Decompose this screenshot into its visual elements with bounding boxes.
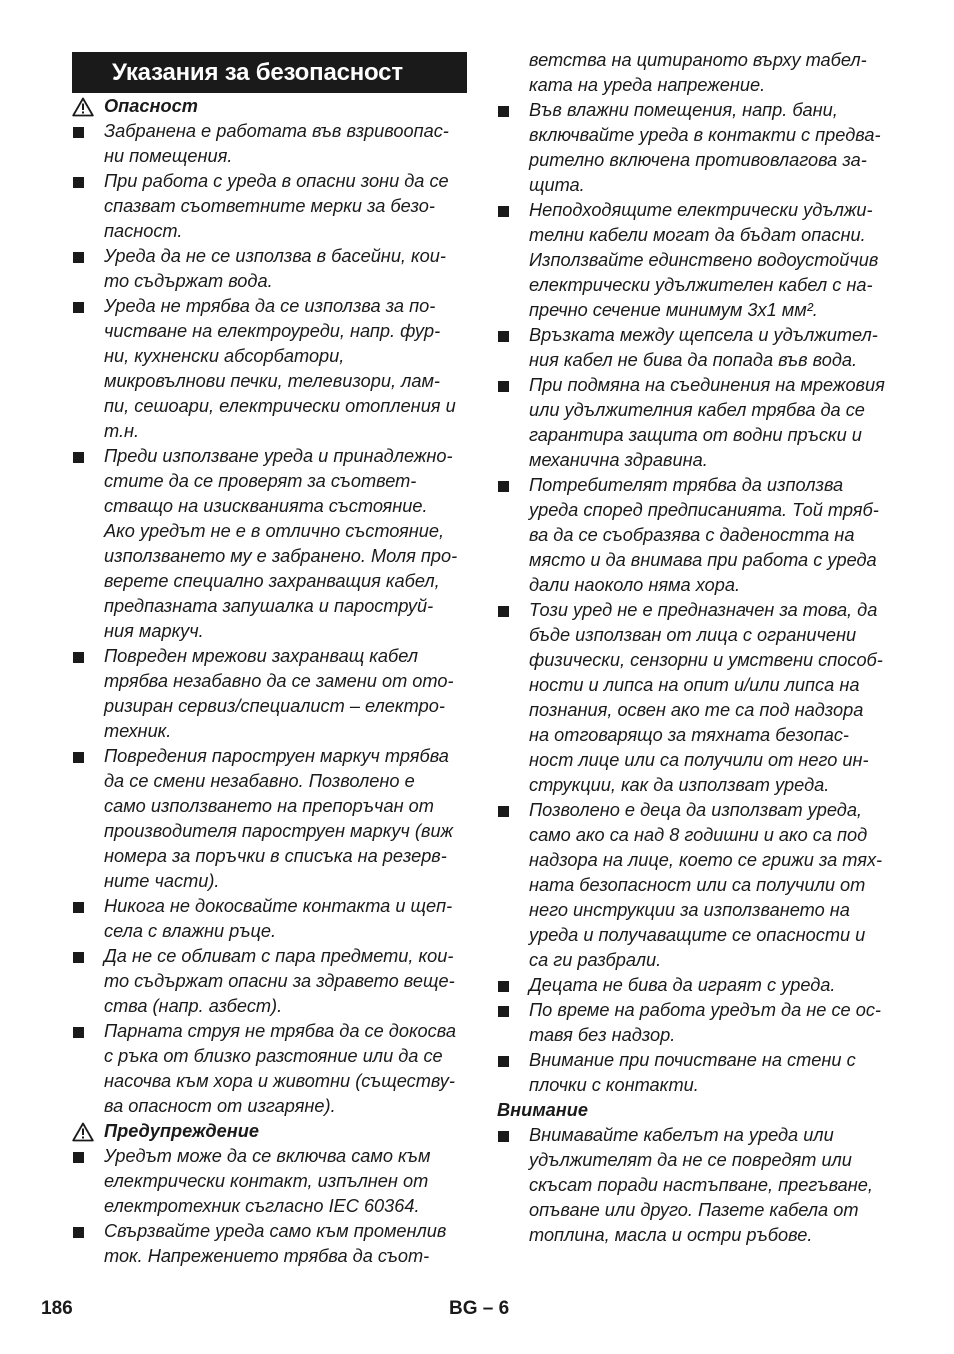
bullet-icon	[73, 652, 84, 663]
list-item-line: механична здравина.	[529, 450, 708, 470]
danger-list	[72, 119, 467, 1119]
list-item-line: насочва към хора и животни (съществу-	[104, 1071, 455, 1091]
list-item-line: Уреда не трябва да се използва за по-	[104, 296, 436, 316]
list-item-line: са ги разбрали.	[529, 950, 662, 970]
list-item-line: производителя пароструен маркуч (виж	[104, 821, 454, 841]
bullet-icon	[498, 206, 509, 217]
right-list	[497, 98, 892, 1098]
bullet-icon	[498, 331, 509, 342]
bullet-icon	[73, 252, 84, 263]
list-item	[72, 169, 467, 244]
list-item-line: ства (напр. азбест).	[104, 996, 283, 1016]
list-item	[497, 973, 892, 998]
list-item-line: ни помещения.	[104, 146, 233, 166]
right-column	[497, 48, 892, 1248]
danger-heading	[72, 94, 467, 119]
list-item-line: Неподходящите електрически удължи-	[529, 200, 873, 220]
page-number: 186	[41, 1298, 73, 1319]
section-title: Указания за безопасност	[72, 52, 467, 93]
bullet-icon	[73, 752, 84, 763]
list-item-line: ризиран сервиз/специалист – електро-	[104, 696, 445, 716]
caution-heading: Внимание	[497, 1100, 589, 1120]
list-item	[497, 473, 892, 598]
list-item-line: ност лице или са получили от него ин-	[529, 750, 869, 770]
list-item-line: Използвайте единствено водоустойчив	[529, 250, 879, 270]
list-item-line: Преди използване уреда и принадлежно-	[104, 446, 453, 466]
list-item-line: използването му е забранено. Моля про-	[104, 546, 458, 566]
list-item-line: Уреда да не се използва в басейни, кои-	[104, 246, 446, 266]
list-item	[72, 1144, 467, 1219]
bullet-icon	[498, 806, 509, 817]
list-item	[72, 644, 467, 744]
list-item-line: стващо на изискванията състояние.	[104, 496, 428, 516]
bullet-icon	[73, 1227, 84, 1238]
list-item-line: място и да внимава при работа с уреда	[529, 550, 877, 570]
list-item	[72, 444, 467, 644]
warning-list	[72, 1144, 467, 1269]
list-item-line: него инструкции за използването на	[529, 900, 850, 920]
list-item-line: спазват съответните мерки за безо-	[104, 196, 435, 216]
list-item	[72, 1019, 467, 1119]
list-item-line: Този уред не е предназначен за това, да	[529, 600, 878, 620]
list-item-line: микровълнови печки, телевизори, лам-	[104, 371, 440, 391]
list-item-line: електрически удължителен кабел с на-	[529, 275, 873, 295]
list-item-line: Да не се обливат с пара предмети, кои-	[104, 946, 454, 966]
list-item-line: уреда и получаващите се опасности и	[529, 925, 866, 945]
list-item-line: Повредения пароструен маркуч трябва	[104, 746, 449, 766]
list-item-line: то съдържат вода.	[104, 271, 273, 291]
list-item-line: удължителят да не се повредят или	[529, 1150, 852, 1170]
list-item-line: ната безопасност или са получили от	[529, 875, 866, 895]
warning-triangle-icon	[72, 1122, 94, 1142]
warning-triangle-icon	[72, 97, 94, 117]
list-item-line: По време на работа уредът да не се ос-	[529, 1000, 881, 1020]
bullet-icon	[498, 606, 509, 617]
list-item	[72, 119, 467, 169]
list-item	[72, 944, 467, 1019]
list-item	[497, 998, 892, 1048]
list-item-line: Ако уредът не е в отлично състояние,	[104, 521, 445, 541]
list-item-line: стите да се проверят за съответ-	[104, 471, 417, 491]
list-item	[497, 323, 892, 373]
list-item-line: ва опасност от изгаряне).	[104, 1096, 336, 1116]
list-item	[497, 198, 892, 323]
bullet-icon	[73, 302, 84, 313]
list-item-line: пи, сешоари, електрически отопления и	[104, 396, 456, 416]
list-item-line: щита.	[529, 175, 585, 195]
list-item-line: Позволено е деца да използват уреда,	[529, 800, 862, 820]
list-item-line: Внимание при почистване на стени с	[529, 1050, 856, 1070]
list-item-line: тавя без надзор.	[529, 1025, 676, 1045]
list-item	[72, 294, 467, 444]
list-item-line: или удължителния кабел трябва да се	[529, 400, 865, 420]
list-item	[497, 598, 892, 798]
page-code: BG – 6	[449, 1298, 510, 1319]
bullet-icon	[498, 981, 509, 992]
list-item-line: да се смени незабавно. Позволено е	[104, 771, 415, 791]
continuation-line: ката на уреда напрежение.	[529, 75, 766, 95]
list-item-line: ток. Напрежението трябва да съот-	[104, 1246, 430, 1266]
bullet-icon	[73, 952, 84, 963]
list-item-line: само използването на препоръчан от	[104, 796, 434, 816]
list-item-line: дали наоколо няма хора.	[529, 575, 741, 595]
bullet-icon	[73, 1027, 84, 1038]
bullet-icon	[498, 1056, 509, 1067]
list-item-line: Парната струя не трябва да се докосва	[104, 1021, 456, 1041]
left-column	[72, 52, 467, 1269]
list-item-line: номера за поръчки в списъка на резерв-	[104, 846, 447, 866]
bullet-icon	[498, 1006, 509, 1017]
danger-heading-label: Опасност	[104, 96, 198, 116]
list-item-line: чистване на електроуреди, напр. фур-	[104, 321, 441, 341]
list-item-line: Повреден мрежови захранващ кабел	[104, 646, 418, 666]
list-item-line: пасност.	[104, 221, 183, 241]
list-item-line: верете специално захранващия кабел,	[104, 571, 440, 591]
list-item	[497, 373, 892, 473]
list-item-line: електротехник съгласно IEC 60364.	[104, 1196, 420, 1216]
list-item	[72, 1219, 467, 1269]
list-item-line: Внимавайте кабелът на уреда или	[529, 1125, 834, 1145]
list-item-line: При работа с уреда в опасни зони да се	[104, 171, 449, 191]
list-item-line: техник.	[104, 721, 172, 741]
bullet-icon	[498, 1131, 509, 1142]
list-item-line: плочки с контакти.	[529, 1075, 699, 1095]
list-item-line: предпазната запушалка и пароструй-	[104, 596, 434, 616]
list-item	[72, 744, 467, 894]
bullet-icon	[498, 481, 509, 492]
list-item-line: При подмяна на съединения на мрежовия	[529, 375, 885, 395]
list-item-line: уреда според предписанията. Той тряб-	[529, 500, 879, 520]
list-item-line: ния маркуч.	[104, 621, 204, 641]
bullet-icon	[73, 177, 84, 188]
list-item-line: скъсат поради настъпване, прегъване,	[529, 1175, 873, 1195]
warning-heading-label: Предупреждение	[104, 1121, 259, 1141]
list-item-line: познания, освен ако те са под надзора	[529, 700, 864, 720]
list-item-line: трябва незабавно да се замени от ото-	[104, 671, 454, 691]
list-item	[497, 1123, 892, 1248]
list-item-line: ните части).	[104, 871, 220, 891]
warning-heading	[72, 1119, 467, 1144]
list-item	[72, 894, 467, 944]
continuation-line: ветства на цитираното върху табел-	[529, 50, 867, 70]
list-item-line: ни, кухненски абсорбатори,	[104, 346, 345, 366]
list-item-line: Уредът може да се включва само към	[104, 1146, 431, 1166]
list-item-line: Връзката между щепсела и удължител-	[529, 325, 878, 345]
list-item-line: ва да се съобразява с дадеността на	[529, 525, 855, 545]
list-item-line: включвайте уреда в контакти с предва-	[529, 125, 881, 145]
list-item-line: ния кабел не бива да попада във вода.	[529, 350, 858, 370]
list-item	[72, 244, 467, 294]
list-item-line: телни кабели могат да бъдат опасни.	[529, 225, 866, 245]
bullet-icon	[73, 452, 84, 463]
list-item-line: т.н.	[104, 421, 140, 441]
list-item-line: то съдържат опасни за здравето веще-	[104, 971, 455, 991]
continuation-text	[497, 48, 892, 98]
list-item-line: опъване или друго. Пазете кабела от	[529, 1200, 859, 1220]
bullet-icon	[498, 106, 509, 117]
list-item-line: гарантира защита от водни пръски и	[529, 425, 862, 445]
bullet-icon	[73, 127, 84, 138]
list-item	[497, 1048, 892, 1098]
list-item-line: електрически контакт, изпълнен от	[104, 1171, 429, 1191]
caution-list	[497, 1123, 892, 1248]
list-item	[497, 798, 892, 973]
list-item-line: надзора на лице, което се грижи за тях-	[529, 850, 883, 870]
list-item-line: ности и липса на опит и/или липса на	[529, 675, 860, 695]
list-item-line: села с влажни ръце.	[104, 921, 277, 941]
list-item-line: топлина, масла и остри ръбове.	[529, 1225, 813, 1245]
list-item-line: физически, сензорни и умствени способ-	[529, 650, 883, 670]
list-item-line: рително включена противовлагова за-	[529, 150, 867, 170]
bullet-icon	[73, 902, 84, 913]
list-item-line: с ръка от близко разстояние или да се	[104, 1046, 443, 1066]
list-item-line: Децата не бива да играят с уреда.	[529, 975, 836, 995]
bullet-icon	[498, 381, 509, 392]
list-item-line: пречно сечение минимум 3x1 мм².	[529, 300, 818, 320]
list-item-line: Свързвайте уреда само към променлив	[104, 1221, 447, 1241]
list-item-line: Потребителят трябва да използва	[529, 475, 844, 495]
list-item-line: на отговарящо за тяхната безопас-	[529, 725, 849, 745]
list-item-line: бъде използван от лица с ограничени	[529, 625, 857, 645]
list-item-line: Никога не докосвайте контакта и щеп-	[104, 896, 453, 916]
bullet-icon	[73, 1152, 84, 1163]
list-item-line: само ако са над 8 годишни и ако са под	[529, 825, 868, 845]
list-item	[497, 98, 892, 198]
list-item-line: струкции, как да използват уреда.	[529, 775, 830, 795]
list-item-line: Във влажни помещения, напр. бани,	[529, 100, 838, 120]
list-item-line: Забранена е работата във взривоопас-	[104, 121, 449, 141]
